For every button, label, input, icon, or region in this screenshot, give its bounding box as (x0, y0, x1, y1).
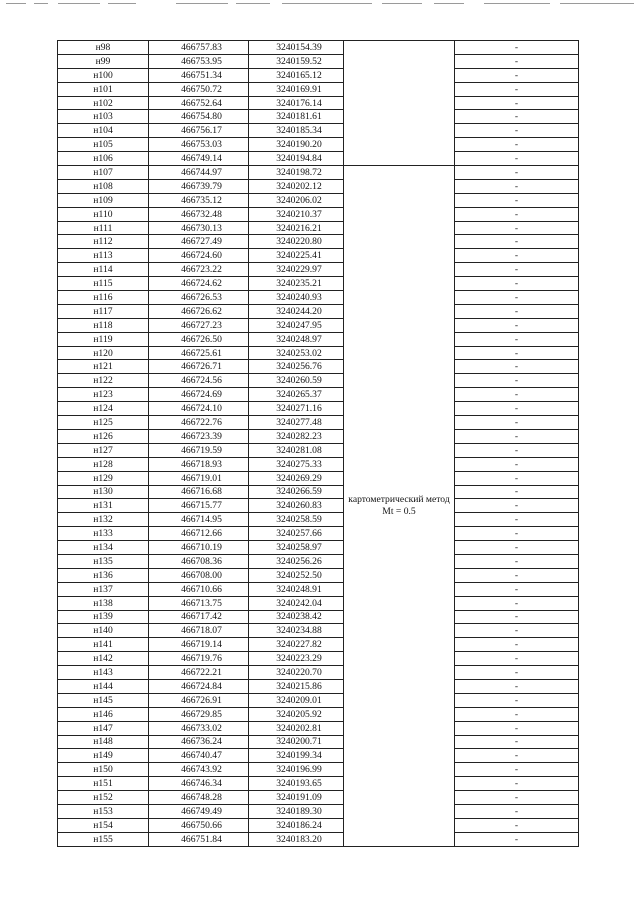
point-id-cell: н145 (58, 693, 149, 707)
y-coordinate-cell: 3240181.61 (249, 110, 344, 124)
x-coordinate-cell: 466726.50 (149, 332, 249, 346)
y-coordinate-cell: 3240242.04 (249, 596, 344, 610)
x-coordinate-cell: 466733.02 (149, 721, 249, 735)
precision-cell: - (455, 666, 579, 680)
precision-cell: - (455, 41, 579, 55)
x-coordinate-cell: 466710.66 (149, 582, 249, 596)
precision-cell: - (455, 457, 579, 471)
precision-cell: - (455, 471, 579, 485)
precision-cell: - (455, 596, 579, 610)
table-row (58, 541, 579, 555)
coordinates-table-body (58, 41, 579, 847)
y-coordinate-cell: 3240240.93 (249, 291, 344, 305)
table-row (58, 610, 579, 624)
table-row (58, 193, 579, 207)
table-row (58, 527, 579, 541)
table-row (58, 485, 579, 499)
x-coordinate-cell: 466749.49 (149, 804, 249, 818)
table-row (58, 388, 579, 402)
precision-cell: - (455, 318, 579, 332)
x-coordinate-cell: 466746.34 (149, 777, 249, 791)
coordinates-table (57, 40, 579, 847)
point-id-cell: н136 (58, 568, 149, 582)
precision-cell: - (455, 749, 579, 763)
x-coordinate-cell: 466724.69 (149, 388, 249, 402)
y-coordinate-cell: 3240193.65 (249, 777, 344, 791)
table-row (58, 471, 579, 485)
table-row (58, 693, 579, 707)
precision-cell: - (455, 443, 579, 457)
x-coordinate-cell: 466756.17 (149, 124, 249, 138)
table-row (58, 291, 579, 305)
table-row (58, 596, 579, 610)
point-id-cell: н108 (58, 179, 149, 193)
precision-cell: - (455, 832, 579, 846)
precision-cell: - (455, 804, 579, 818)
table-row (58, 777, 579, 791)
point-id-cell: н155 (58, 832, 149, 846)
y-coordinate-cell: 3240253.02 (249, 346, 344, 360)
point-id-cell: н126 (58, 429, 149, 443)
y-coordinate-cell: 3240202.81 (249, 721, 344, 735)
x-coordinate-cell: 466729.85 (149, 707, 249, 721)
precision-cell: - (455, 485, 579, 499)
point-id-cell: н125 (58, 416, 149, 430)
precision-cell: - (455, 679, 579, 693)
table-row (58, 124, 579, 138)
point-id-cell: н107 (58, 166, 149, 180)
point-id-cell: н100 (58, 68, 149, 82)
table-row (58, 416, 579, 430)
y-coordinate-cell: 3240205.92 (249, 707, 344, 721)
precision-cell: - (455, 499, 579, 513)
point-id-cell: н99 (58, 54, 149, 68)
precision-cell: - (455, 221, 579, 235)
precision-cell: - (455, 346, 579, 360)
x-coordinate-cell: 466726.62 (149, 304, 249, 318)
x-coordinate-cell: 466740.47 (149, 749, 249, 763)
x-coordinate-cell: 466717.42 (149, 610, 249, 624)
x-coordinate-cell: 466710.19 (149, 541, 249, 555)
point-id-cell: н134 (58, 541, 149, 555)
table-row (58, 277, 579, 291)
x-coordinate-cell: 466718.07 (149, 624, 249, 638)
point-id-cell: н102 (58, 96, 149, 110)
table-row (58, 791, 579, 805)
point-id-cell: н132 (58, 513, 149, 527)
precision-cell: - (455, 554, 579, 568)
point-id-cell: н106 (58, 152, 149, 166)
precision-cell: - (455, 513, 579, 527)
point-id-cell: н129 (58, 471, 149, 485)
point-id-cell: н105 (58, 138, 149, 152)
precision-cell: - (455, 82, 579, 96)
point-id-cell: н135 (58, 554, 149, 568)
y-coordinate-cell: 3240277.48 (249, 416, 344, 430)
precision-cell: - (455, 624, 579, 638)
x-coordinate-cell: 466714.95 (149, 513, 249, 527)
x-coordinate-cell: 466750.72 (149, 82, 249, 96)
x-coordinate-cell: 466732.48 (149, 207, 249, 221)
point-id-cell: н110 (58, 207, 149, 221)
point-id-cell: н131 (58, 499, 149, 513)
y-coordinate-cell: 3240281.08 (249, 443, 344, 457)
precision-cell: - (455, 568, 579, 582)
precision-cell: - (455, 124, 579, 138)
y-coordinate-cell: 3240235.21 (249, 277, 344, 291)
table-row (58, 721, 579, 735)
method-cell: картометрический метод Mt = 0.5 (344, 166, 455, 847)
y-coordinate-cell: 3240165.12 (249, 68, 344, 82)
point-id-cell: н120 (58, 346, 149, 360)
x-coordinate-cell: 466739.79 (149, 179, 249, 193)
precision-cell: - (455, 763, 579, 777)
table-row (58, 763, 579, 777)
x-coordinate-cell: 466726.53 (149, 291, 249, 305)
point-id-cell: н139 (58, 610, 149, 624)
x-coordinate-cell: 466722.21 (149, 666, 249, 680)
y-coordinate-cell: 3240220.80 (249, 235, 344, 249)
point-id-cell: н133 (58, 527, 149, 541)
y-coordinate-cell: 3240206.02 (249, 193, 344, 207)
x-coordinate-cell: 466708.36 (149, 554, 249, 568)
table-row (58, 152, 579, 166)
x-coordinate-cell: 466724.56 (149, 374, 249, 388)
y-coordinate-cell: 3240186.24 (249, 818, 344, 832)
y-coordinate-cell: 3240227.82 (249, 638, 344, 652)
x-coordinate-cell: 466723.39 (149, 429, 249, 443)
precision-cell: - (455, 693, 579, 707)
precision-cell: - (455, 818, 579, 832)
table-row (58, 235, 579, 249)
table-row (58, 221, 579, 235)
y-coordinate-cell: 3240258.59 (249, 513, 344, 527)
precision-cell: - (455, 332, 579, 346)
table-row (58, 568, 579, 582)
y-coordinate-cell: 3240265.37 (249, 388, 344, 402)
table-row (58, 832, 579, 846)
table-row (58, 804, 579, 818)
y-coordinate-cell: 3240256.76 (249, 360, 344, 374)
point-id-cell: н138 (58, 596, 149, 610)
scan-artifact-top (0, 3, 640, 7)
point-id-cell: н109 (58, 193, 149, 207)
precision-cell: - (455, 263, 579, 277)
table-row (58, 166, 579, 180)
precision-cell: - (455, 277, 579, 291)
table-row (58, 443, 579, 457)
y-coordinate-cell: 3240275.33 (249, 457, 344, 471)
precision-cell: - (455, 193, 579, 207)
precision-cell: - (455, 291, 579, 305)
x-coordinate-cell: 466719.76 (149, 652, 249, 666)
table-row (58, 735, 579, 749)
x-coordinate-cell: 466718.93 (149, 457, 249, 471)
y-coordinate-cell: 3240176.14 (249, 96, 344, 110)
y-coordinate-cell: 3240260.59 (249, 374, 344, 388)
y-coordinate-cell: 3240247.95 (249, 318, 344, 332)
precision-cell: - (455, 777, 579, 791)
precision-cell: - (455, 735, 579, 749)
point-id-cell: н116 (58, 291, 149, 305)
y-coordinate-cell: 3240229.97 (249, 263, 344, 277)
x-coordinate-cell: 466752.64 (149, 96, 249, 110)
point-id-cell: н115 (58, 277, 149, 291)
y-coordinate-cell: 3240183.20 (249, 832, 344, 846)
table-row (58, 638, 579, 652)
table-row (58, 96, 579, 110)
x-coordinate-cell: 466725.61 (149, 346, 249, 360)
table-row (58, 402, 579, 416)
y-coordinate-cell: 3240189.30 (249, 804, 344, 818)
y-coordinate-cell: 3240191.09 (249, 791, 344, 805)
precision-cell: - (455, 707, 579, 721)
x-coordinate-cell: 466724.10 (149, 402, 249, 416)
precision-cell: - (455, 166, 579, 180)
y-coordinate-cell: 3240154.39 (249, 41, 344, 55)
table-row (58, 179, 579, 193)
precision-cell: - (455, 179, 579, 193)
table-row (58, 679, 579, 693)
precision-cell: - (455, 374, 579, 388)
point-id-cell: н154 (58, 818, 149, 832)
x-coordinate-cell: 466724.84 (149, 679, 249, 693)
point-id-cell: н146 (58, 707, 149, 721)
x-coordinate-cell: 466726.91 (149, 693, 249, 707)
y-coordinate-cell: 3240202.12 (249, 179, 344, 193)
point-id-cell: н121 (58, 360, 149, 374)
y-coordinate-cell: 3240216.21 (249, 221, 344, 235)
precision-cell: - (455, 638, 579, 652)
y-coordinate-cell: 3240257.66 (249, 527, 344, 541)
precision-cell: - (455, 152, 579, 166)
y-coordinate-cell: 3240225.41 (249, 249, 344, 263)
x-coordinate-cell: 466753.03 (149, 138, 249, 152)
table-row (58, 249, 579, 263)
precision-cell: - (455, 68, 579, 82)
table-row (58, 82, 579, 96)
point-id-cell: н123 (58, 388, 149, 402)
y-coordinate-cell: 3240258.97 (249, 541, 344, 555)
x-coordinate-cell: 466719.14 (149, 638, 249, 652)
y-coordinate-cell: 3240223.29 (249, 652, 344, 666)
x-coordinate-cell: 466754.80 (149, 110, 249, 124)
point-id-cell: н122 (58, 374, 149, 388)
x-coordinate-cell: 466716.68 (149, 485, 249, 499)
y-coordinate-cell: 3240256.26 (249, 554, 344, 568)
precision-cell: - (455, 138, 579, 152)
table-row (58, 374, 579, 388)
point-id-cell: н111 (58, 221, 149, 235)
point-id-cell: н153 (58, 804, 149, 818)
point-id-cell: н128 (58, 457, 149, 471)
table-row (58, 582, 579, 596)
table-row (58, 818, 579, 832)
precision-cell: - (455, 429, 579, 443)
point-id-cell: н140 (58, 624, 149, 638)
x-coordinate-cell: 466727.23 (149, 318, 249, 332)
point-id-cell: н118 (58, 318, 149, 332)
point-id-cell: н148 (58, 735, 149, 749)
point-id-cell: н117 (58, 304, 149, 318)
x-coordinate-cell: 466749.14 (149, 152, 249, 166)
table-row (58, 318, 579, 332)
x-coordinate-cell: 466727.49 (149, 235, 249, 249)
y-coordinate-cell: 3240209.01 (249, 693, 344, 707)
table-row (58, 457, 579, 471)
precision-cell: - (455, 721, 579, 735)
precision-cell: - (455, 388, 579, 402)
point-id-cell: н144 (58, 679, 149, 693)
y-coordinate-cell: 3240260.83 (249, 499, 344, 513)
point-id-cell: н141 (58, 638, 149, 652)
y-coordinate-cell: 3240266.59 (249, 485, 344, 499)
point-id-cell: н130 (58, 485, 149, 499)
precision-cell: - (455, 527, 579, 541)
y-coordinate-cell: 3240199.34 (249, 749, 344, 763)
y-coordinate-cell: 3240185.34 (249, 124, 344, 138)
table-row (58, 304, 579, 318)
y-coordinate-cell: 3240196.99 (249, 763, 344, 777)
point-id-cell: н127 (58, 443, 149, 457)
x-coordinate-cell: 466750.66 (149, 818, 249, 832)
table-row (58, 513, 579, 527)
x-coordinate-cell: 466753.95 (149, 54, 249, 68)
point-id-cell: н119 (58, 332, 149, 346)
table-row (58, 652, 579, 666)
point-id-cell: н147 (58, 721, 149, 735)
point-id-cell: н143 (58, 666, 149, 680)
table-row (58, 263, 579, 277)
precision-cell: - (455, 96, 579, 110)
point-id-cell: н149 (58, 749, 149, 763)
y-coordinate-cell: 3240169.91 (249, 82, 344, 96)
table-row (58, 554, 579, 568)
y-coordinate-cell: 3240210.37 (249, 207, 344, 221)
table-row (58, 54, 579, 68)
point-id-cell: н98 (58, 41, 149, 55)
precision-cell: - (455, 541, 579, 555)
point-id-cell: н142 (58, 652, 149, 666)
point-id-cell: н137 (58, 582, 149, 596)
table-row (58, 707, 579, 721)
table-row (58, 41, 579, 55)
x-coordinate-cell: 466724.60 (149, 249, 249, 263)
x-coordinate-cell: 466713.75 (149, 596, 249, 610)
y-coordinate-cell: 3240248.97 (249, 332, 344, 346)
table-row (58, 499, 579, 513)
precision-cell: - (455, 416, 579, 430)
x-coordinate-cell: 466730.13 (149, 221, 249, 235)
y-coordinate-cell: 3240248.91 (249, 582, 344, 596)
x-coordinate-cell: 466723.22 (149, 263, 249, 277)
x-coordinate-cell: 466726.71 (149, 360, 249, 374)
precision-cell: - (455, 54, 579, 68)
y-coordinate-cell: 3240159.52 (249, 54, 344, 68)
precision-cell: - (455, 360, 579, 374)
x-coordinate-cell: 466744.97 (149, 166, 249, 180)
point-id-cell: н103 (58, 110, 149, 124)
y-coordinate-cell: 3240244.20 (249, 304, 344, 318)
precision-cell: - (455, 402, 579, 416)
x-coordinate-cell: 466748.28 (149, 791, 249, 805)
x-coordinate-cell: 466757.83 (149, 41, 249, 55)
x-coordinate-cell: 466712.66 (149, 527, 249, 541)
y-coordinate-cell: 3240200.71 (249, 735, 344, 749)
y-coordinate-cell: 3240220.70 (249, 666, 344, 680)
precision-cell: - (455, 791, 579, 805)
x-coordinate-cell: 466751.84 (149, 832, 249, 846)
y-coordinate-cell: 3240238.42 (249, 610, 344, 624)
precision-cell: - (455, 207, 579, 221)
x-coordinate-cell: 466719.01 (149, 471, 249, 485)
point-id-cell: н104 (58, 124, 149, 138)
precision-cell: - (455, 110, 579, 124)
table-row (58, 68, 579, 82)
table-row (58, 666, 579, 680)
y-coordinate-cell: 3240194.84 (249, 152, 344, 166)
y-coordinate-cell: 3240198.72 (249, 166, 344, 180)
x-coordinate-cell: 466722.76 (149, 416, 249, 430)
table-row (58, 360, 579, 374)
table-row (58, 110, 579, 124)
precision-cell: - (455, 249, 579, 263)
x-coordinate-cell: 466719.59 (149, 443, 249, 457)
x-coordinate-cell: 466708.00 (149, 568, 249, 582)
y-coordinate-cell: 3240282.23 (249, 429, 344, 443)
point-id-cell: н101 (58, 82, 149, 96)
point-id-cell: н113 (58, 249, 149, 263)
y-coordinate-cell: 3240215.86 (249, 679, 344, 693)
point-id-cell: н112 (58, 235, 149, 249)
table-row (58, 138, 579, 152)
table-row (58, 749, 579, 763)
x-coordinate-cell: 466751.34 (149, 68, 249, 82)
y-coordinate-cell: 3240271.16 (249, 402, 344, 416)
y-coordinate-cell: 3240234.88 (249, 624, 344, 638)
y-coordinate-cell: 3240269.29 (249, 471, 344, 485)
precision-cell: - (455, 235, 579, 249)
method-cell-upper (344, 41, 455, 166)
point-id-cell: н152 (58, 791, 149, 805)
x-coordinate-cell: 466735.12 (149, 193, 249, 207)
x-coordinate-cell: 466724.62 (149, 277, 249, 291)
x-coordinate-cell: 466715.77 (149, 499, 249, 513)
table-row (58, 332, 579, 346)
table-row (58, 429, 579, 443)
precision-cell: - (455, 610, 579, 624)
x-coordinate-cell: 466743.92 (149, 763, 249, 777)
y-coordinate-cell: 3240190.20 (249, 138, 344, 152)
precision-cell: - (455, 652, 579, 666)
precision-cell: - (455, 582, 579, 596)
point-id-cell: н151 (58, 777, 149, 791)
table-row (58, 207, 579, 221)
y-coordinate-cell: 3240252.50 (249, 568, 344, 582)
x-coordinate-cell: 466736.24 (149, 735, 249, 749)
precision-cell: - (455, 304, 579, 318)
table-row (58, 346, 579, 360)
point-id-cell: н150 (58, 763, 149, 777)
point-id-cell: н124 (58, 402, 149, 416)
table-row (58, 624, 579, 638)
point-id-cell: н114 (58, 263, 149, 277)
